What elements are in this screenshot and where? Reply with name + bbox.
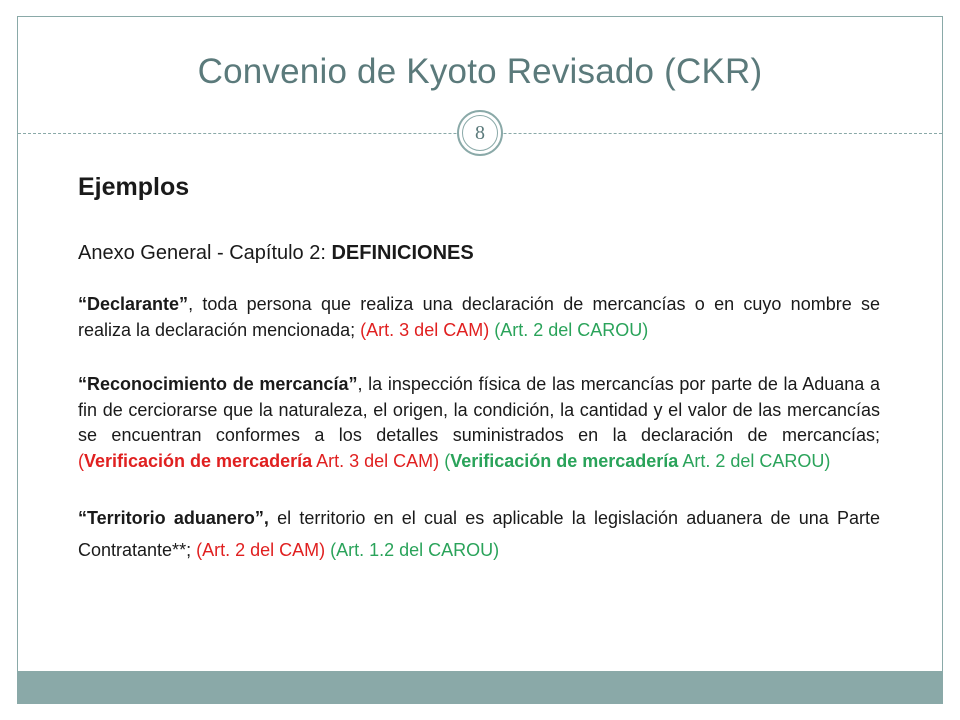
- reference-cam: (Art. 2 del CAM): [196, 540, 326, 560]
- annex-prefix: Anexo General - Capítulo 2:: [78, 242, 326, 264]
- reference-cam: (Verificación de mercadería Art. 3 del CAM): [78, 450, 440, 471]
- page-number-badge: [457, 110, 503, 156]
- definition-text: , la inspección física de las mercancías por parte de la Aduana a fin de cerciorarse que la naturaleza, el origen, la condición, la cantidad y el valor de las mercancías se encuentran conformes a los detalles suministrados en la declaración de mercancías;: [78, 374, 880, 445]
- definition-text: , toda persona que realiza una declaración de mercancías o en cuyo nombre se realiza la declaración mencionada;: [78, 294, 880, 340]
- annex-title: DEFINICIONES: [331, 242, 474, 264]
- definition-term: “Territorio aduanero”,: [78, 508, 269, 528]
- definition-territorio: [78, 502, 880, 566]
- definition-declarante: [78, 292, 880, 343]
- section-heading: Ejemplos: [78, 173, 190, 201]
- reference-cam: (Art. 3 del CAM): [360, 319, 490, 340]
- footer-bar: [17, 671, 943, 704]
- slide-title: Convenio de Kyoto Revisado (CKR): [197, 52, 763, 91]
- slide-content: [78, 170, 880, 566]
- definition-term: “Declarante”: [78, 294, 189, 314]
- definition-reconocimiento: [78, 372, 880, 474]
- reference-carou: (Art. 2 del CAROU): [494, 319, 649, 340]
- definition-term: “Reconocimiento de mercancía”: [78, 374, 358, 394]
- annex-line: [78, 240, 880, 266]
- definition-text: el territorio en el cual es aplicable la legislación aduanera de una Parte Contratante**;: [78, 508, 880, 560]
- reference-carou: (Verificación de mercadería Art. 2 del CAROU): [444, 450, 831, 471]
- page-number: 8: [462, 115, 498, 151]
- reference-carou: (Art. 1.2 del CAROU): [330, 540, 500, 560]
